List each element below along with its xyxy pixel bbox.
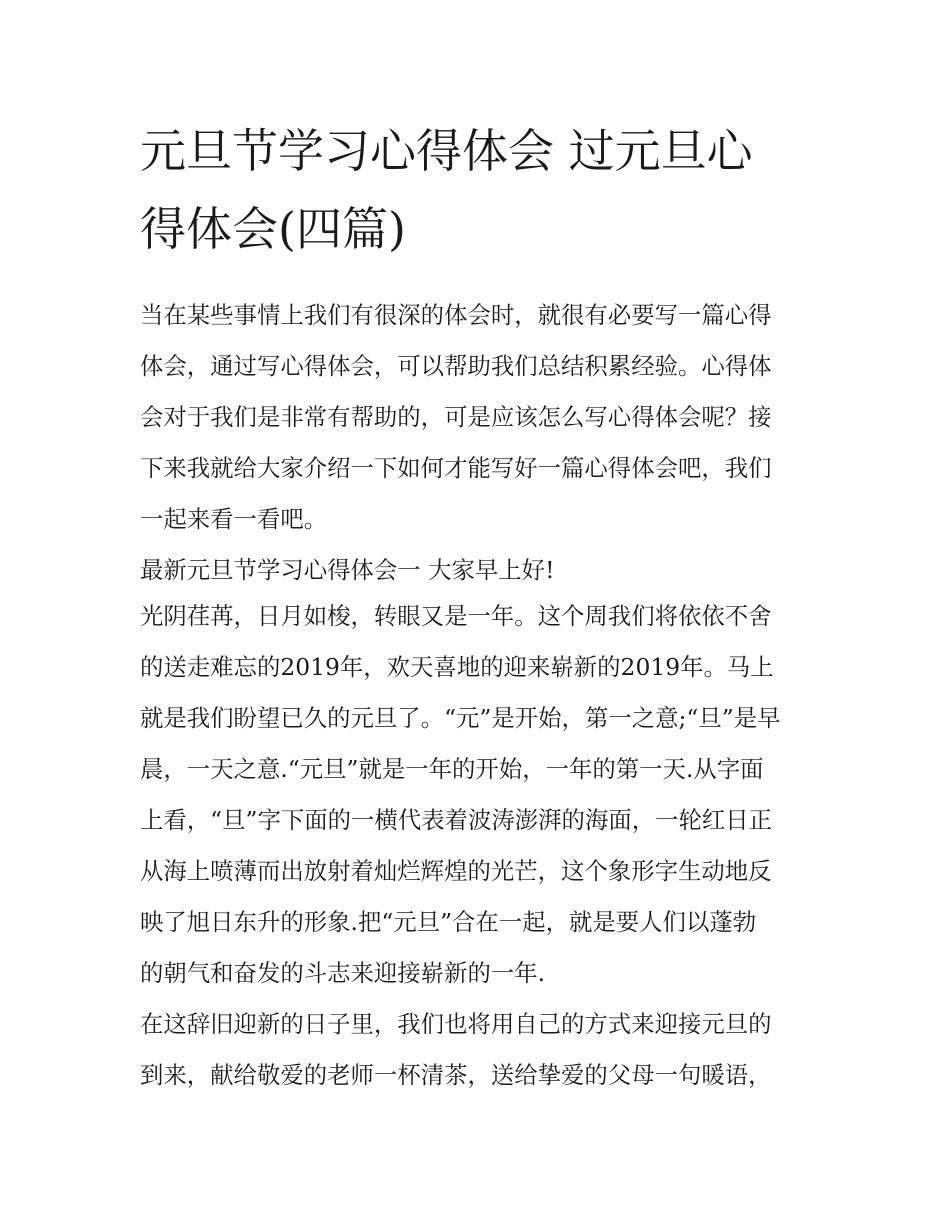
intro-line: 一起来看一看吧。 (140, 505, 328, 533)
intro-paragraph (140, 290, 812, 545)
body-paragraph-2 (140, 999, 812, 1101)
body-line: 从海上喷薄而出放射着灿烂辉煌的光芒，这个象形字生动地反 (140, 857, 772, 885)
title-line: 元旦节学习心得体会 过元旦心 (140, 124, 753, 178)
intro-line: 会对于我们是非常有帮助的，可是应该怎么写心得体会呢？接 (140, 403, 772, 431)
title-line: 得体会(四篇) (140, 202, 406, 256)
body-line: 晨，一天之意.“元旦”就是一年的开始，一年的第一天.从字面 (140, 755, 764, 783)
body-line: 上看，“旦”字下面的一横代表着波涛澎湃的海面，一轮红日正 (140, 806, 773, 834)
body-line: 光阴荏苒，日月如梭，转眼又是一年。这个周我们将依依不舍 (140, 602, 772, 630)
section-heading: 最新元旦节学习心得体会一 大家早上好! (140, 556, 555, 584)
section-heading-paragraph (140, 545, 812, 591)
body-line: 映了旭日东升的形象.把“元旦”合在一起，就是要人们以蓬勃 (140, 908, 757, 936)
body-line: 到来，献给敬爱的老师一杯清茶，送给挚爱的父母一句暖语， (140, 1061, 772, 1089)
intro-line: 下来我就给大家介绍一下如何才能写好一篇心得体会吧，我们 (140, 454, 772, 482)
body-paragraph-1 (140, 591, 812, 999)
body-line: 的送走难忘的2019年，欢天喜地的迎来崭新的2019年。马上 (140, 653, 774, 681)
intro-line: 体会，通过写心得体会，可以帮助我们总结积累经验。心得体 (140, 352, 772, 380)
document-title (140, 112, 812, 268)
body-line: 就是我们盼望已久的元旦了。“元”是开始，第一之意;“旦”是早 (140, 704, 781, 732)
body-line: 的朝气和奋发的斗志来迎接崭新的一年. (140, 959, 546, 987)
document-page (140, 112, 812, 1101)
body-line: 在这辞旧迎新的日子里，我们也将用自己的方式来迎接元旦的 (140, 1010, 772, 1038)
intro-line: 当在某些事情上我们有很深的体会时，就很有必要写一篇心得 (140, 301, 772, 329)
